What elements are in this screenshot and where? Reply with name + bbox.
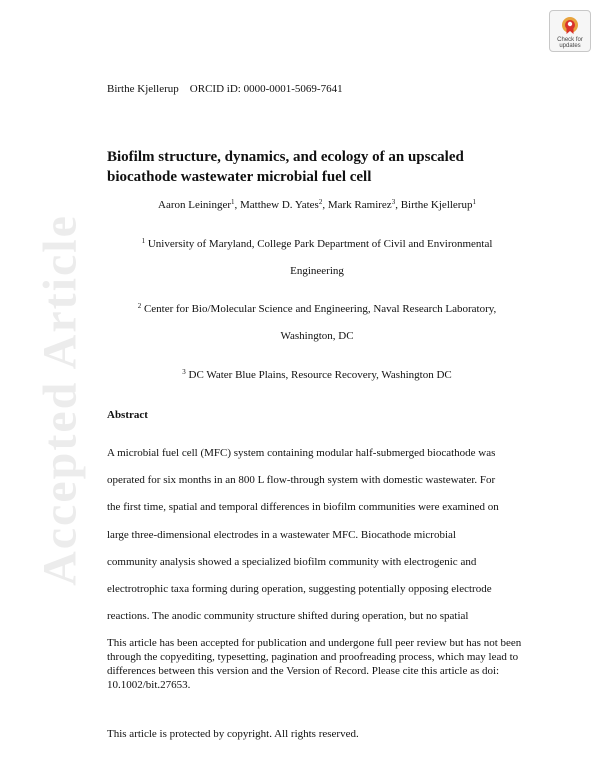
abstract-line: electrotrophic taxa forming during operation, suggesting potentially opposing electrode xyxy=(107,583,492,595)
author-name: Aaron Leininger xyxy=(158,199,231,211)
affiliation-number: 1 xyxy=(141,237,146,245)
author-affiliation-mark: 3 xyxy=(391,198,396,206)
affiliation-1-line-2: Engineering xyxy=(290,265,344,277)
title-line: biocathode wastewater microbial fuel cell xyxy=(107,169,372,185)
author-name: Mark Ramirez xyxy=(327,199,392,211)
accepted-article-watermark: Accepted Article xyxy=(33,214,87,586)
abstract-line: large three-dimensional electrodes in a wastewater MFC. Biocathode microbial xyxy=(107,529,456,541)
author-separator: , xyxy=(234,199,240,211)
affiliation-text: Center for Bio/Molecular Science and Engineering, Naval Research Laboratory, xyxy=(143,303,497,315)
check-for-updates-badge[interactable] xyxy=(549,10,591,52)
abstract-heading: Abstract xyxy=(107,409,148,421)
author-affiliation-mark: 2 xyxy=(318,198,323,206)
author-affiliation-mark: 1 xyxy=(472,198,476,206)
header-author: Birthe Kjellerup xyxy=(107,83,179,95)
author-separator: , xyxy=(322,199,328,211)
abstract-line: community analysis showed a specialized biofilm community with electrogenic and xyxy=(107,556,477,568)
abstract-line: reactions. The anodic community structure shifted during operation, but no spatial xyxy=(107,610,469,622)
accepted-article-notice: This article has been accepted for publication and undergone full peer review but has not been through the copyediting, typesetting, pagination and proofreading process, which may lead to differences between this version and the Version of Record. Please cite this article as doi: 10.1002/bit.27653. xyxy=(107,637,522,691)
bookmark-icon xyxy=(550,16,590,36)
affiliation-2-line-2: Washington, DC xyxy=(280,330,354,342)
author-affiliation-mark: 1 xyxy=(231,198,235,206)
check-for-updates-label: Check for updates xyxy=(557,37,583,49)
article-title xyxy=(107,147,537,187)
affiliation-text: DC Water Blue Plains, Resource Recovery, Washington DC xyxy=(188,369,452,381)
author-list xyxy=(107,198,527,212)
affiliation-2-line-1 xyxy=(107,302,527,316)
author-name: Birthe Kjellerup xyxy=(400,199,473,211)
affiliation-3 xyxy=(107,368,527,382)
affiliation-number: 3 xyxy=(182,368,186,376)
copyright-footer: This article is protected by copyright. All rights reserved. xyxy=(107,728,359,740)
abstract-line: operated for six months in an 800 L flow-through system with domestic wastewater. For xyxy=(107,474,496,486)
header-orcid[interactable]: ORCID iD: 0000-0001-5069-7641 xyxy=(189,83,343,95)
author-name: Matthew D. Yates xyxy=(240,199,319,211)
author-separator: , xyxy=(395,199,401,211)
abstract-line: A microbial fuel cell (MFC) system containing modular half-submerged biocathode was xyxy=(107,447,496,459)
affiliation-number: 2 xyxy=(137,302,142,310)
affiliation-text: University of Maryland, College Park Department of Civil and Environmental xyxy=(147,238,493,250)
affiliation-1-line-1 xyxy=(107,237,527,251)
header-author-line xyxy=(107,82,343,96)
abstract-line: the first time, spatial and temporal differences in biofilm communities were examined on xyxy=(107,501,499,513)
title-line: Biofilm structure, dynamics, and ecology of an upscaled xyxy=(107,149,464,165)
